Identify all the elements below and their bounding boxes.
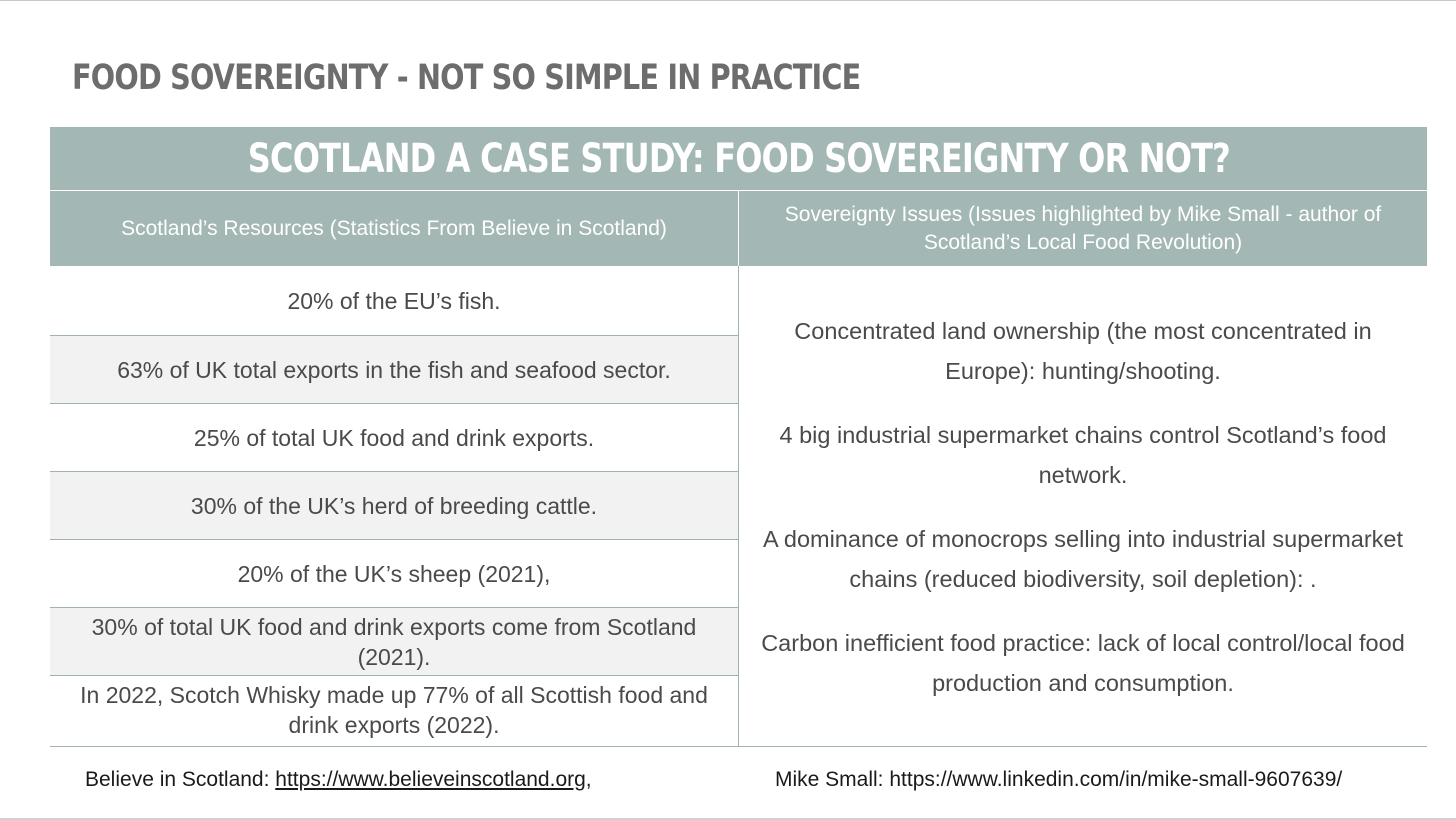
case-study-table — [50, 127, 1427, 747]
table-banner-text: SCOTLAND A CASE STUDY: FOOD SOVEREIGNTY OR NOT? — [247, 135, 1230, 182]
resource-row: In 2022, Scotch Whisky made up 77% of all Scottish food and drink exports (2022). — [50, 675, 738, 743]
credit-comma: , — [585, 768, 592, 791]
issue-item: A dominance of monocrops selling into industrial supermarket chains (reduced biodiversity, soil depletion): . — [762, 526, 1404, 592]
believe-in-scotland-link[interactable]: https://www.believeinscotland.org — [275, 768, 586, 791]
slide-title: FOOD SOVEREIGNTY - NOT SO SIMPLE IN PRACTICE — [72, 58, 861, 98]
resource-row: 63% of UK total exports in the fish and seafood sector. — [50, 335, 738, 403]
resource-row: 20% of the EU’s fish. — [50, 266, 738, 335]
issue-item: 4 big industrial supermarket chains control Scotland’s food network. — [779, 422, 1387, 488]
resource-row: 30% of the UK’s herd of breeding cattle. — [50, 471, 738, 539]
table-bottom-border — [50, 746, 1427, 747]
issues-column-header: Sovereignty Issues (Issues highlighted by Mike Small - author of Scotland’s Local Food Revolution) — [739, 191, 1427, 266]
mike-small-credit: Mike Small: https://www.linkedin.com/in/mike-small-9607639/ — [775, 768, 1343, 791]
resource-row: 25% of total UK food and drink exports. — [50, 403, 738, 471]
believe-in-scotland-credit — [85, 768, 592, 792]
issue-item: Concentrated land ownership (the most concentrated in Europe): hunting/shooting. — [794, 318, 1372, 384]
sovereignty-issues — [739, 266, 1427, 746]
table-banner — [50, 127, 1427, 190]
resources-list — [50, 266, 738, 743]
believe-in-scotland-label: Believe in Scotland: — [85, 768, 276, 791]
resource-row: 30% of total UK food and drink exports come from Scotland (2021). — [50, 607, 738, 675]
issue-item: Carbon inefficient food practice: lack of local control/local food production and consumption. — [761, 630, 1405, 696]
resources-column-header: Scotland’s Resources (Statistics From Believe in Scotland) — [50, 191, 738, 266]
top-border — [0, 0, 1456, 1]
resource-row: 20% of the UK’s sheep (2021), — [50, 539, 738, 607]
